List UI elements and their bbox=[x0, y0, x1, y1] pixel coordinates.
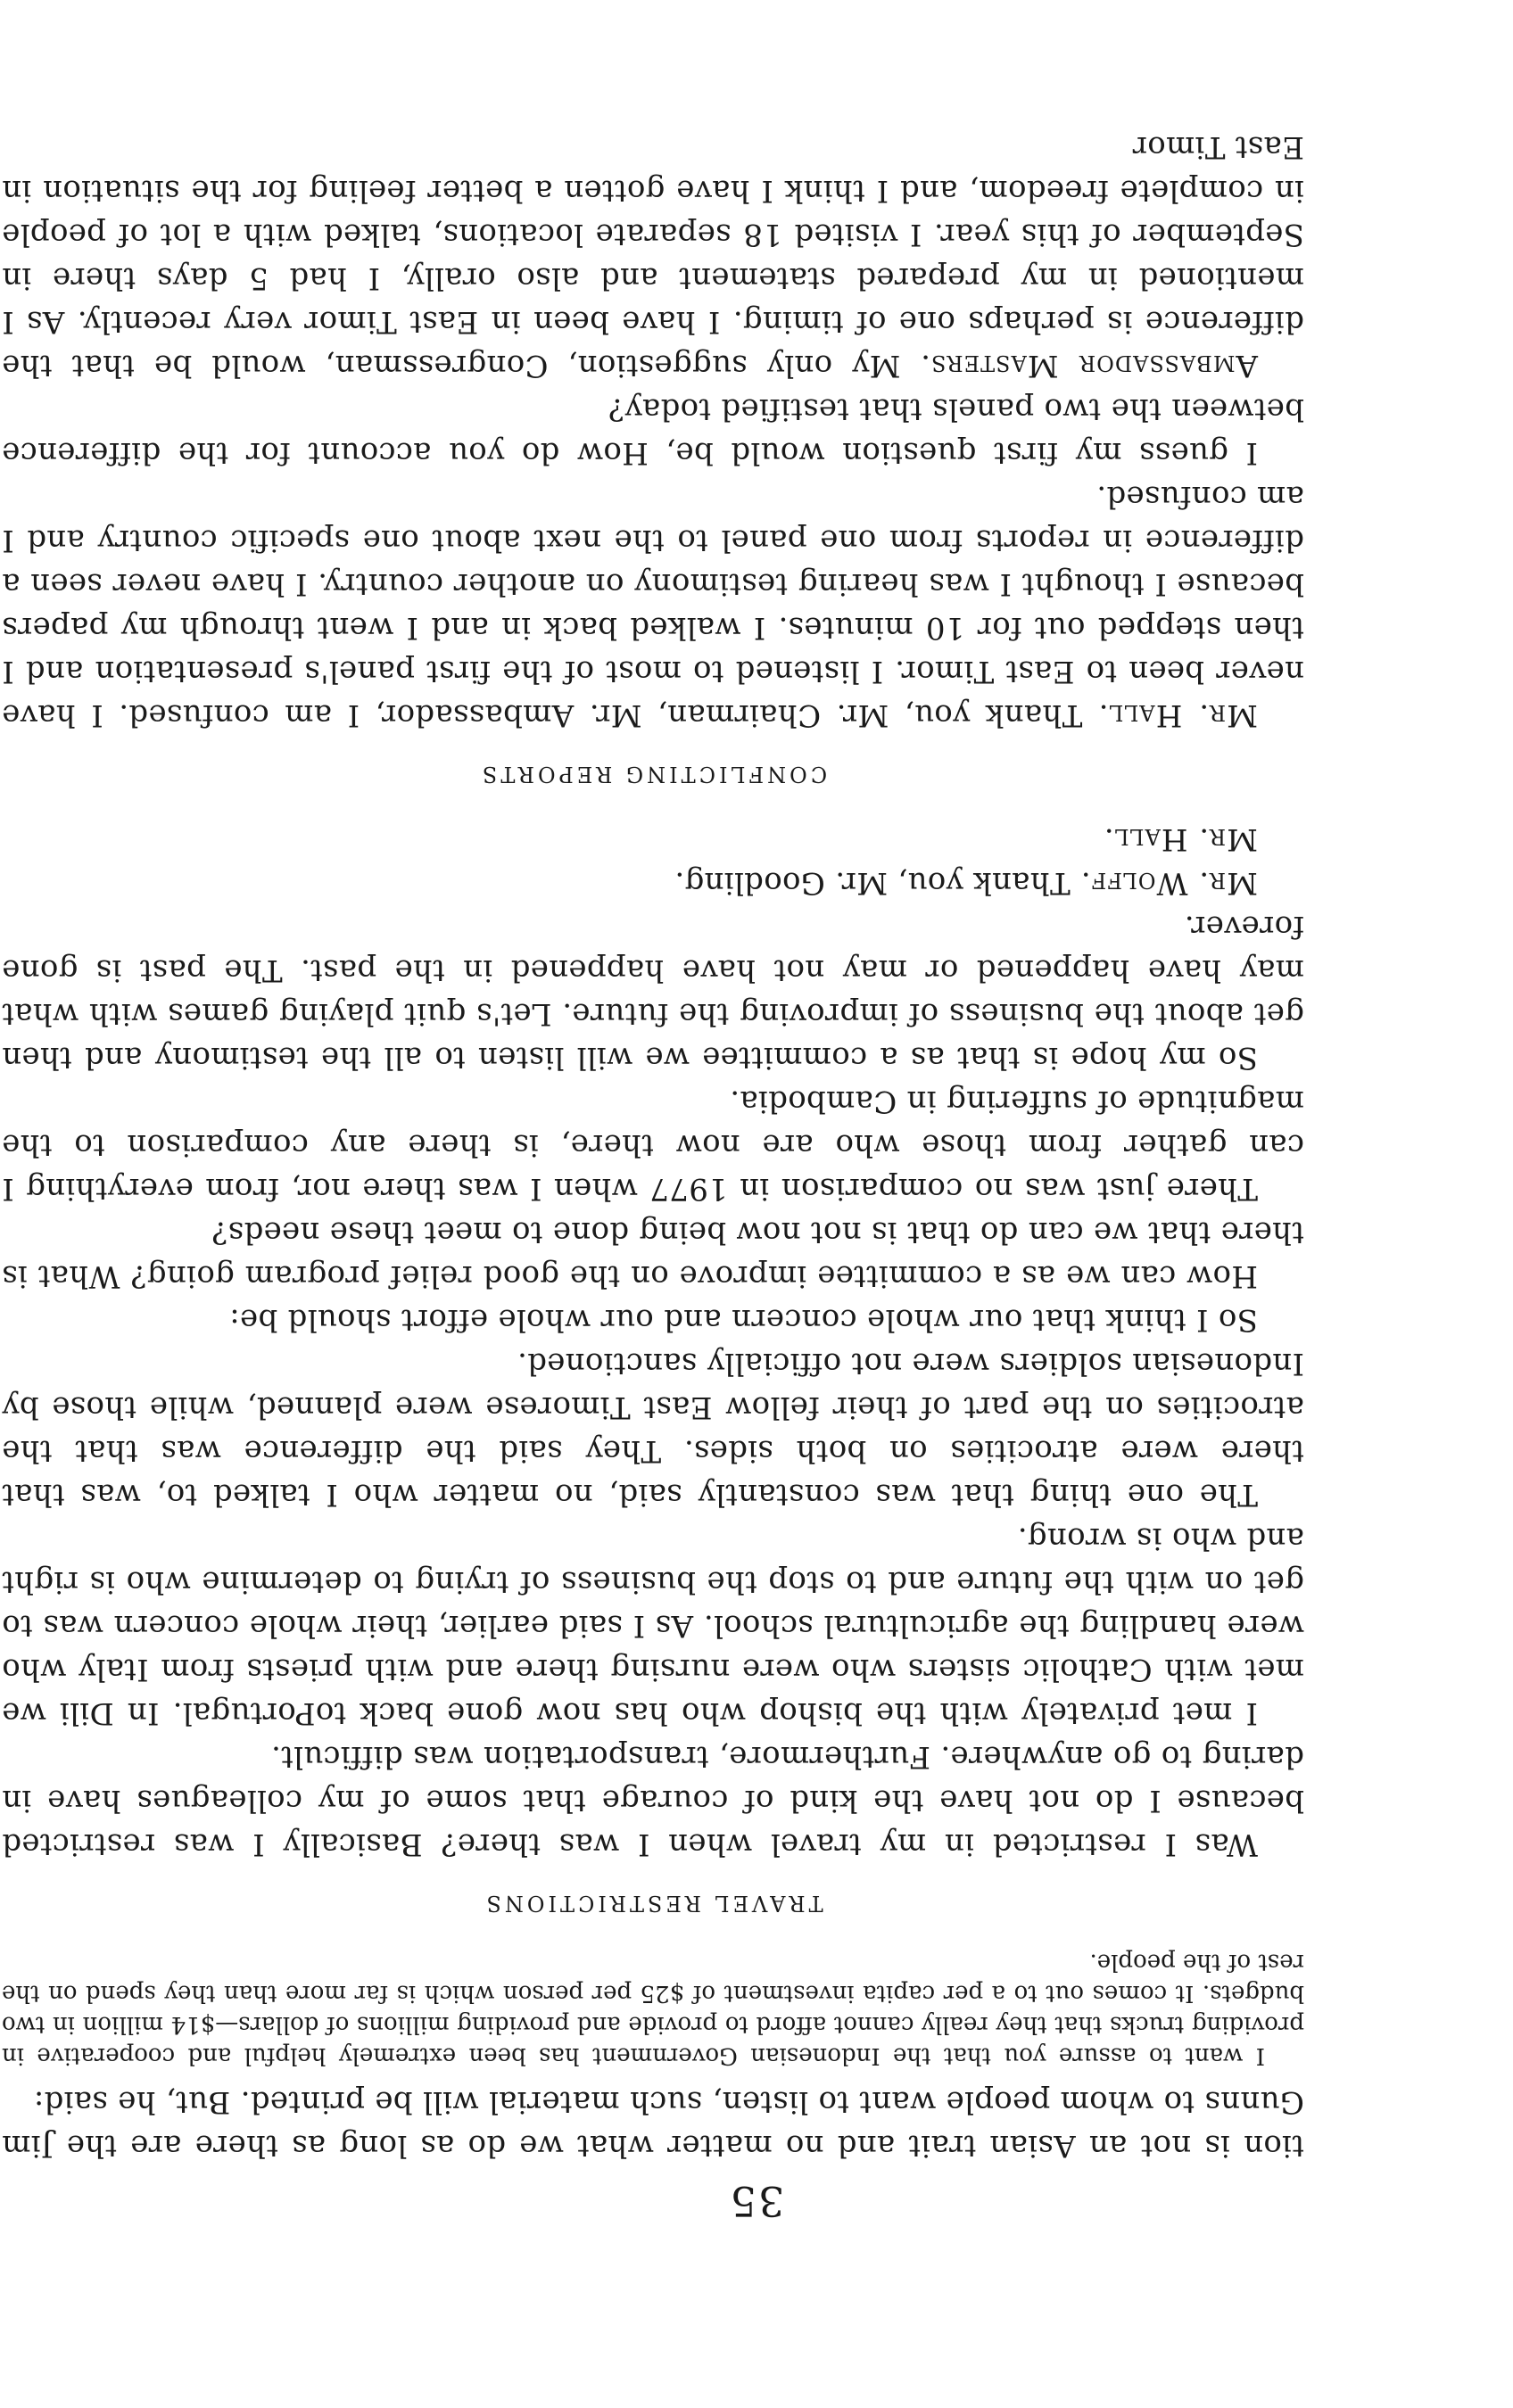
speaker-name: Ambassador Masters. bbox=[920, 348, 1258, 383]
speaker-name: Mr. Hall. bbox=[1097, 697, 1258, 733]
speaker-name: Mr. Hall. bbox=[1103, 821, 1258, 857]
travel-paragraph: The one thing that was constantly said, no matter who I talked to, was that there were atrocities on both sides. They said the difference was that the atrocities on the part of their fellow East Timorese were planned, while those by Indonesian soldiers were not officially sanctioned. bbox=[2, 1346, 1304, 1513]
masters-statement bbox=[2, 125, 1304, 387]
statement-text: Thank you, Mr. Goodling. bbox=[674, 865, 1071, 901]
hall-question: I guess my first question would be, How do you account for the difference between the two panels that testified today? bbox=[2, 392, 1304, 471]
travel-paragraph: There just was no comparison in 1977 when I was there nor, from everything I can gather from those who are now there, is there any comparison to the magnitude of suffering in Cambodia. bbox=[2, 1084, 1304, 1207]
section-heading-travel: TRAVEL RESTRICTIONS bbox=[483, 1891, 823, 1916]
text-column bbox=[2, 125, 1304, 2167]
intro-paragraph: tion is not an Asian trait and no matter what we do as long as there are the Jim Gunns to whom people want to listen, such material will be printed. But, he said: bbox=[2, 2084, 1304, 2164]
travel-paragraph: I met privately with the bishop who has now gone back toPortugal. In Dili we met with Catholic sisters who were nursing there and with priests from Italy who were handling the agricultural school. As I said earlier, their whole concern was to get on with the future and to stop the business of trying to determine who is right and who is wrong. bbox=[2, 1521, 1304, 1731]
block-quote: I want to assure you that the Indonesian Government has been extremely helpful and cooperative in providing trucks that they really cannot afford to provide and providing millions of dollars—$14 million in two budgets. It comes out to a per capita investment of $25 per person which is far more than they spend on the rest of the people. bbox=[2, 1949, 1304, 2069]
travel-paragraph: So my hope is that as a committee we will listen to all the testimony and then get about the business of improving the future. Let's quit playing games with what may have happened or may not have happened in the past. The past is gone forever. bbox=[2, 909, 1304, 1076]
hall-statement bbox=[2, 474, 1304, 737]
wolff-statement bbox=[2, 861, 1304, 904]
speaker-name: Mr. Wolff. bbox=[1079, 865, 1258, 901]
travel-paragraph: How can we as a committee improve on the good relief program going? What is there that we can do that is not now being done to meet these needs? bbox=[2, 1215, 1304, 1294]
travel-paragraph: Was I restricted in my travel when I was there? Basically I was restricted because I do not have the kind of courage that some of my colleagues have in daring to go anywhere. Furthermore, transportation was difficult. bbox=[2, 1739, 1304, 1862]
hall-recognition bbox=[2, 817, 1304, 861]
statement-text: My only suggestion, Congressman, would be that the difference is perhaps one of timing. I have been in East Timor very recently. As I mentioned in my prepared statement and also orally, I had 5 days there in September of this year. I visited 18 separate locations, talked with a lot of people in complete freedom, and I think I have gotten a better feeling for the situation in East Timor bbox=[2, 129, 1304, 383]
statement-text: Thank you, Mr. Chairman, Mr. Ambassador, I am confused. I have never been to East Timor. I listened to most of the first panel's presentation and I then stepped out for 10 minutes. I walked back in and I went through my papers because I thought I was hearing testimony on another country. I have never seen a difference in reports from one panel to the next about one specific country and I am confused. bbox=[2, 479, 1304, 733]
travel-paragraph: So I think that our whole concern and our whole effort should be: bbox=[228, 1302, 1258, 1338]
section-heading-conflicting: CONFLICTING REPORTS bbox=[478, 762, 828, 787]
page-number: 35 bbox=[728, 2177, 785, 2225]
